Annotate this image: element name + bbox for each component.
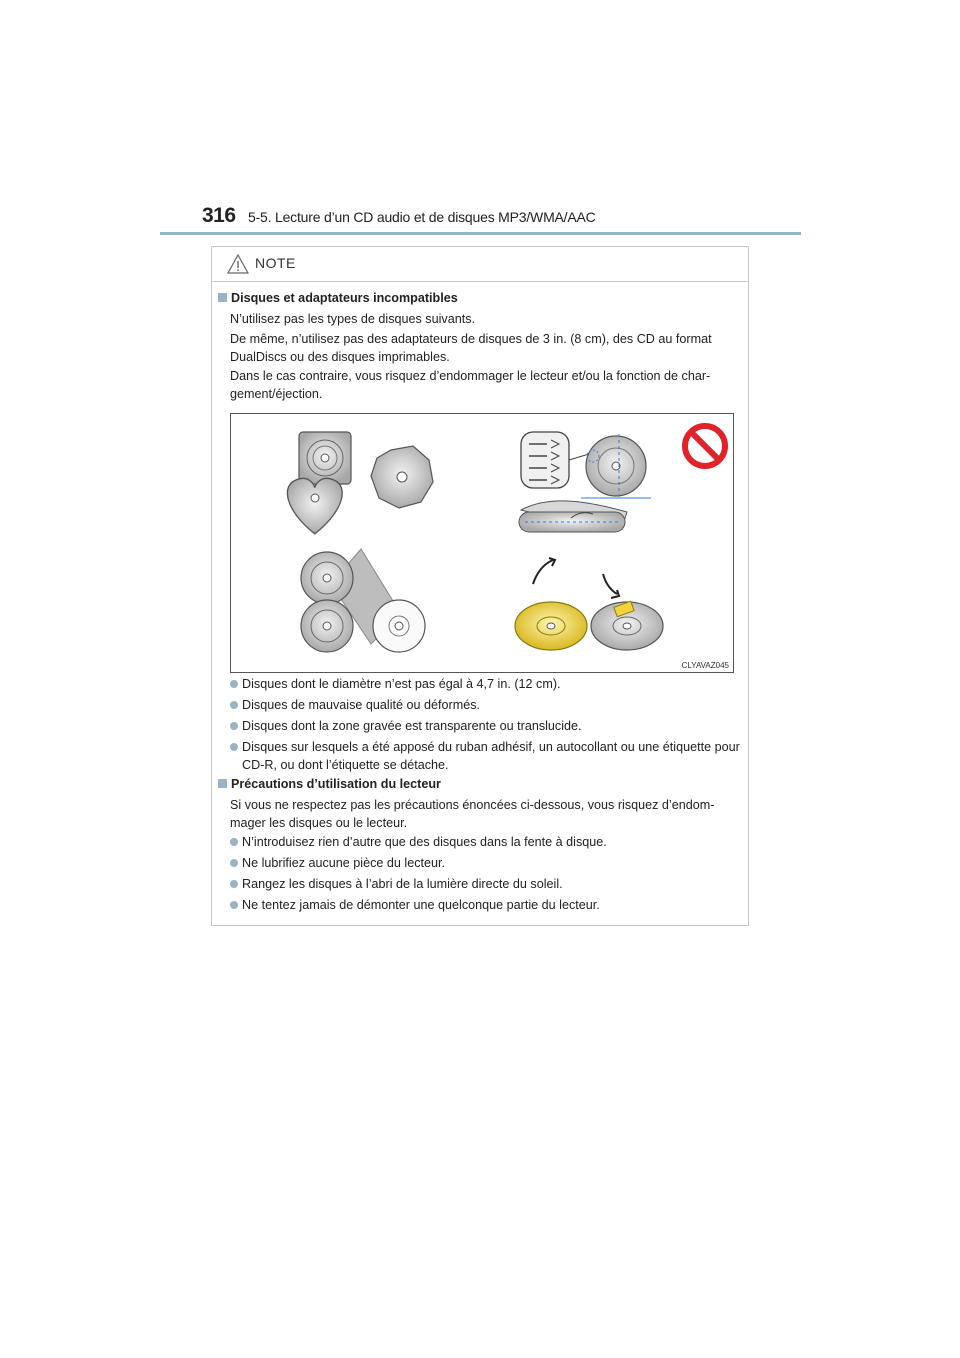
list-item: Disques dont la zone gravée est transparente ou translucide. xyxy=(230,718,744,736)
list-item: Rangez les disques à l’abri de la lumière directe du soleil. xyxy=(230,876,744,894)
disc-illustration xyxy=(231,414,733,672)
bullet-dot-icon xyxy=(230,743,238,751)
bullet-dot-icon xyxy=(230,680,238,688)
note-header xyxy=(212,247,748,282)
header-rule xyxy=(160,232,801,235)
bullet-dot-icon xyxy=(230,859,238,867)
paragraph: De même, n’utilisez pas des adaptateurs de disques de 3 in. (8 cm), des CD au format DualDiscs ou des disques imprimables. xyxy=(230,332,712,364)
list-item: Ne tentez jamais de démonter une quelconque partie du lecteur. xyxy=(230,897,744,915)
bullet-dot-icon xyxy=(230,901,238,909)
incompatible-discs-figure xyxy=(230,413,734,673)
note-label: NOTE xyxy=(255,255,296,271)
warning-triangle-icon xyxy=(226,253,250,275)
square-bullet-icon xyxy=(218,779,227,788)
square-bullet-icon xyxy=(218,293,227,302)
label-disc-icon xyxy=(515,558,663,650)
bullet-dot-icon xyxy=(230,880,238,888)
list-item: Disques de mauvaise qualité ou déformés. xyxy=(230,697,744,715)
bullet-dot-icon xyxy=(230,701,238,709)
section-heading: Précautions d’utilisation du lecteur xyxy=(218,777,441,791)
octagon-disc-icon xyxy=(371,446,433,508)
prohibition-icon xyxy=(685,426,725,466)
list-item: Ne lubrifiez aucune pièce du lecteur. xyxy=(230,855,744,873)
section-title: 5-5. Lecture d’un CD audio et de disques MP3/WMA/AAC xyxy=(248,209,596,225)
heart-disc-icon xyxy=(287,478,342,533)
warped-disc-icon xyxy=(519,432,651,532)
bullet-dot-icon xyxy=(230,722,238,730)
list-item: Disques sur lesquels a été apposé du ruban adhésif, un autocollant ou une étiquette pour CD-R, ou dont l’étiquette se détache. xyxy=(230,739,744,774)
note-box xyxy=(211,246,749,926)
section-heading: Disques et adaptateurs incompatibles xyxy=(218,291,458,305)
list-item: N’introduisez rien d’autre que des disques dans la fente à disque. xyxy=(230,834,744,852)
paragraph: Si vous ne respectez pas les précautions énoncées ci-dessous, vous risquez d’endom-mager les disques ou le lecteur. xyxy=(230,798,715,830)
bullet-dot-icon xyxy=(230,838,238,846)
paragraph: N’utilisez pas les types de disques suivants. xyxy=(230,312,476,326)
page-number: 316 xyxy=(202,204,236,227)
square-disc-icon xyxy=(299,432,351,484)
paragraph: Dans le cas contraire, vous risquez d’endommager le lecteur et/ou la fonction de char-gement/éjection. xyxy=(230,369,711,401)
page-header xyxy=(160,204,800,234)
figure-code: CLYAVAZ045 xyxy=(681,661,729,670)
adapter-disc-icon xyxy=(301,549,425,652)
list-item: Disques dont le diamètre n’est pas égal à 4,7 in. (12 cm). xyxy=(230,676,744,694)
